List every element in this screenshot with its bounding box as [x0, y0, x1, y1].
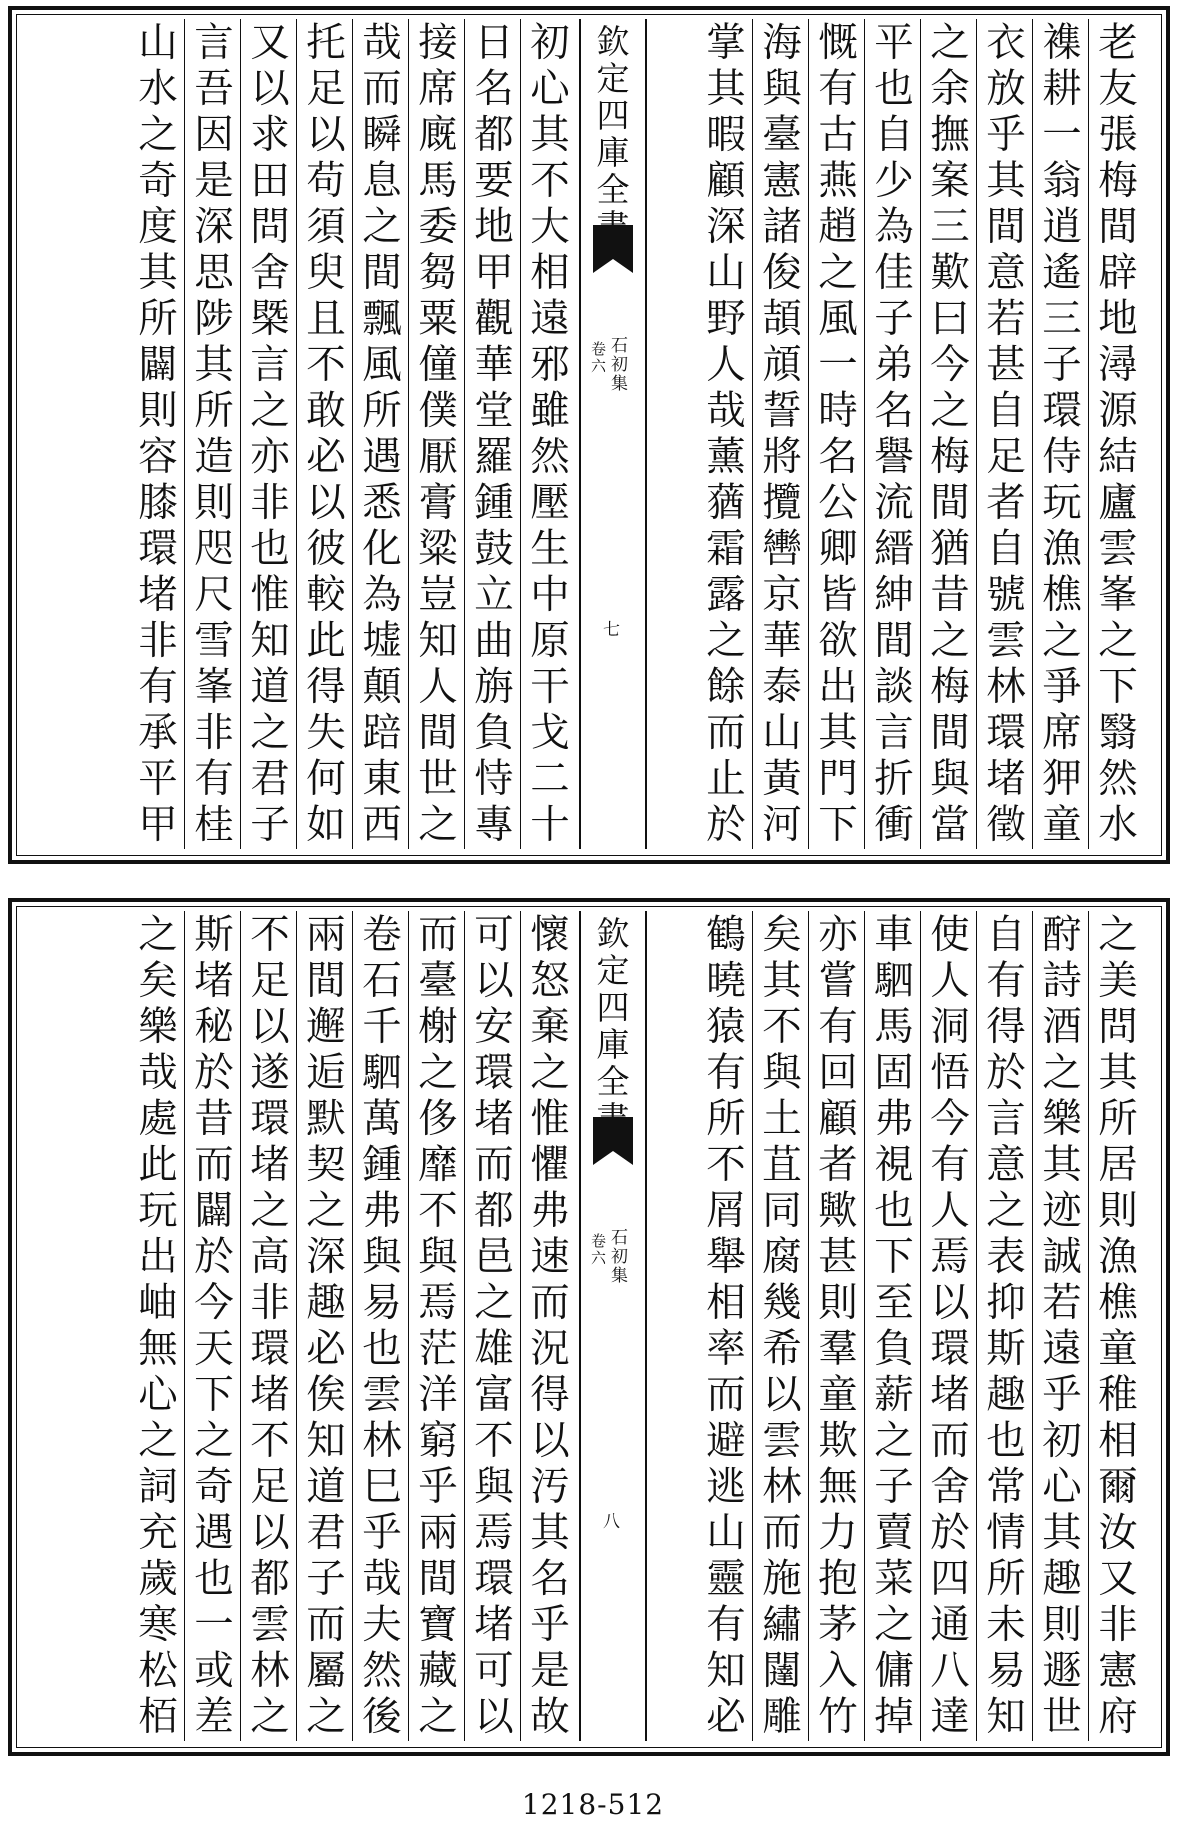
text-column-right-2: 酧 詩 酒 之 樂 其 迹 誠 若 遠 乎 初 心 其 趣 則 遯 世 [1042, 912, 1082, 1740]
column-rule [464, 19, 465, 849]
text-column-left-8: 山 水 之 奇 度 其 所 闢 則 容 膝 環 堵 非 有 承 平 甲 [138, 20, 178, 848]
text-column-right-4: 之 余 撫 案 三 歎 曰 今 之 梅 間 猶 昔 之 梅 間 與 當 [930, 20, 970, 848]
folio-number: 七 [603, 620, 620, 640]
column-rule [520, 19, 521, 849]
collection-title: 欽 定 四 庫 全 [596, 22, 630, 209]
column-rule [184, 911, 185, 1741]
fish-tail-ornament-icon [593, 225, 633, 285]
column-rule [408, 19, 409, 849]
column-rule [240, 911, 241, 1741]
text-column-right-6: 亦 嘗 有 回 顧 者 歟 甚 則 羣 童 欺 無 力 抱 茅 入 竹 [818, 912, 858, 1740]
juan-label: 卷 六 [591, 1232, 607, 1267]
column-rule [296, 911, 297, 1741]
column-rule [808, 911, 809, 1741]
text-column-left-1: 初 心 其 不 大 相 遠 邪 雖 然 壓 生 中 原 干 戈 二 十 [530, 20, 570, 848]
book-title: 石 初 集 [611, 1228, 628, 1286]
column-rule [752, 19, 753, 849]
column-rule [920, 19, 921, 849]
column-rule [864, 911, 865, 1741]
column-rule [352, 19, 353, 849]
text-column-left-3: 接 席 廐 馬 委 芻 粟 僮 僕 厭 膏 粱 豈 知 人 間 世 之 [418, 20, 458, 848]
column-rule [1032, 911, 1033, 1741]
juan-label: 卷 六 [591, 340, 607, 375]
column-rule [240, 19, 241, 849]
text-column-right-5: 平 也 自 少 為 佳 子 弟 名 譽 流 縉 紳 間 談 言 折 衝 [874, 20, 914, 848]
column-rule [976, 19, 977, 849]
fish-tail-ornament-icon [593, 1117, 633, 1177]
book-title: 石 初 集 [611, 336, 628, 394]
column-rule [1088, 911, 1089, 1741]
column-rule [296, 19, 297, 849]
column-rule [408, 911, 409, 1741]
text-column-left-1: 懷 怒 棄 之 惟 懼 弗 速 而 況 得 以 汚 其 名 乎 是 故 [530, 912, 570, 1740]
text-column-right-8: 掌 其 暇 顧 深 山 野 人 哉 薰 蕕 霜 露 之 餘 而 止 於 [706, 20, 746, 848]
column-rule [1032, 19, 1033, 849]
text-column-right-1: 之 美 問 其 所 居 則 漁 樵 童 稚 相 爾 汝 又 非 憲 府 [1098, 912, 1138, 1740]
page-upper [8, 6, 1170, 864]
text-column-left-5: 托 足 以 苟 須 臾 且 不 敢 必 以 彼 較 此 得 失 何 如 [306, 20, 346, 848]
text-column-left-4: 哉 而 瞬 息 之 間 飄 風 所 遇 悉 化 為 墟 顛 踣 東 西 [362, 20, 402, 848]
text-column-right-7: 矣 其 不 與 土 苴 同 腐 幾 希 以 雲 林 而 施 繡 闥 雕 [762, 912, 802, 1740]
text-column-right-5: 車 駟 馬 固 弗 視 也 下 至 負 薪 之 子 賣 菜 之 傭 掉 [874, 912, 914, 1740]
column-rule [920, 911, 921, 1741]
column-rule [464, 911, 465, 1741]
text-column-right-6: 慨 有 古 燕 趙 之 風 一 時 名 公 卿 皆 欲 出 其 門 下 [818, 20, 858, 848]
text-column-right-3: 自 有 得 於 言 意 之 表 抑 斯 趣 也 常 情 所 未 易 知 [986, 912, 1026, 1740]
column-rule [520, 911, 521, 1741]
text-column-left-4: 卷 石 千 駟 萬 鍾 弗 與 易 也 雲 林 巳 乎 哉 夫 然 後 [362, 912, 402, 1740]
page-lower [8, 898, 1170, 1756]
center-margin [579, 19, 647, 849]
column-rule [184, 19, 185, 849]
text-column-right-7: 海 與 臺 憲 諸 俊 頡 頏 誓 將 攬 轡 京 華 泰 山 黃 河 [762, 20, 802, 848]
text-column-right-2: 襍 耕 一 翁 逍 遙 三 子 環 侍 玩 漁 樵 之 爭 席 狎 童 [1042, 20, 1082, 848]
text-column-left-8: 之 矣 樂 哉 處 此 玩 出 岫 無 心 之 詞 充 歲 寒 松 栢 [138, 912, 178, 1740]
text-column-left-2: 可 以 安 環 堵 而 都 邑 之 雄 富 不 與 焉 環 堵 可 以 [474, 912, 514, 1740]
collection-title: 欽 定 四 庫 全 [596, 914, 630, 1101]
column-rule [352, 911, 353, 1741]
column-rule [864, 19, 865, 849]
text-column-left-5: 兩 間 邂 逅 默 契 之 深 趣 必 俟 知 道 君 子 而 屬 之 [306, 912, 346, 1740]
text-column-right-8: 鶴 曉 猿 有 所 不 屑 舉 相 率 而 避 逃 山 靈 有 知 必 [706, 912, 746, 1740]
text-column-right-4: 使 人 洞 悟 今 有 人 焉 以 環 堵 而 舍 於 四 通 八 達 [930, 912, 970, 1740]
center-margin [579, 911, 647, 1741]
text-column-left-3: 而 臺 榭 之 侈 靡 不 與 焉 茫 洋 窮 乎 兩 間 寶 藏 之 [418, 912, 458, 1740]
text-column-left-7: 斯 堵 秘 於 昔 而 闢 於 今 天 下 之 奇 遇 也 一 或 差 [194, 912, 234, 1740]
column-rule [976, 911, 977, 1741]
column-rule [1088, 19, 1089, 849]
column-rule [808, 19, 809, 849]
text-column-left-6: 又 以 求 田 問 舍 槩 言 之 亦 非 也 惟 知 道 之 君 子 [250, 20, 290, 848]
column-rule [752, 911, 753, 1741]
text-column-left-6: 不 足 以 遂 環 堵 之 高 非 環 堵 不 足 以 都 雲 林 之 [250, 912, 290, 1740]
text-column-left-7: 言 吾 因 是 深 思 陟 其 所 造 則 咫 尺 雪 峯 非 有 桂 [194, 20, 234, 848]
folio-number: 八 [603, 1512, 620, 1532]
text-column-right-3: 衣 放 乎 其 間 意 若 甚 自 足 者 自 號 雲 林 環 堵 徵 [986, 20, 1026, 848]
text-column-left-2: 日 名 都 要 地 甲 觀 華 堂 羅 鍾 鼓 立 曲 旃 負 恃 專 [474, 20, 514, 848]
text-column-right-1: 老 友 張 梅 間 辟 地 潯 源 結 廬 雲 峯 之 下 翳 然 水 [1098, 20, 1138, 848]
page-reference-number: 1218-512 [521, 1788, 665, 1821]
